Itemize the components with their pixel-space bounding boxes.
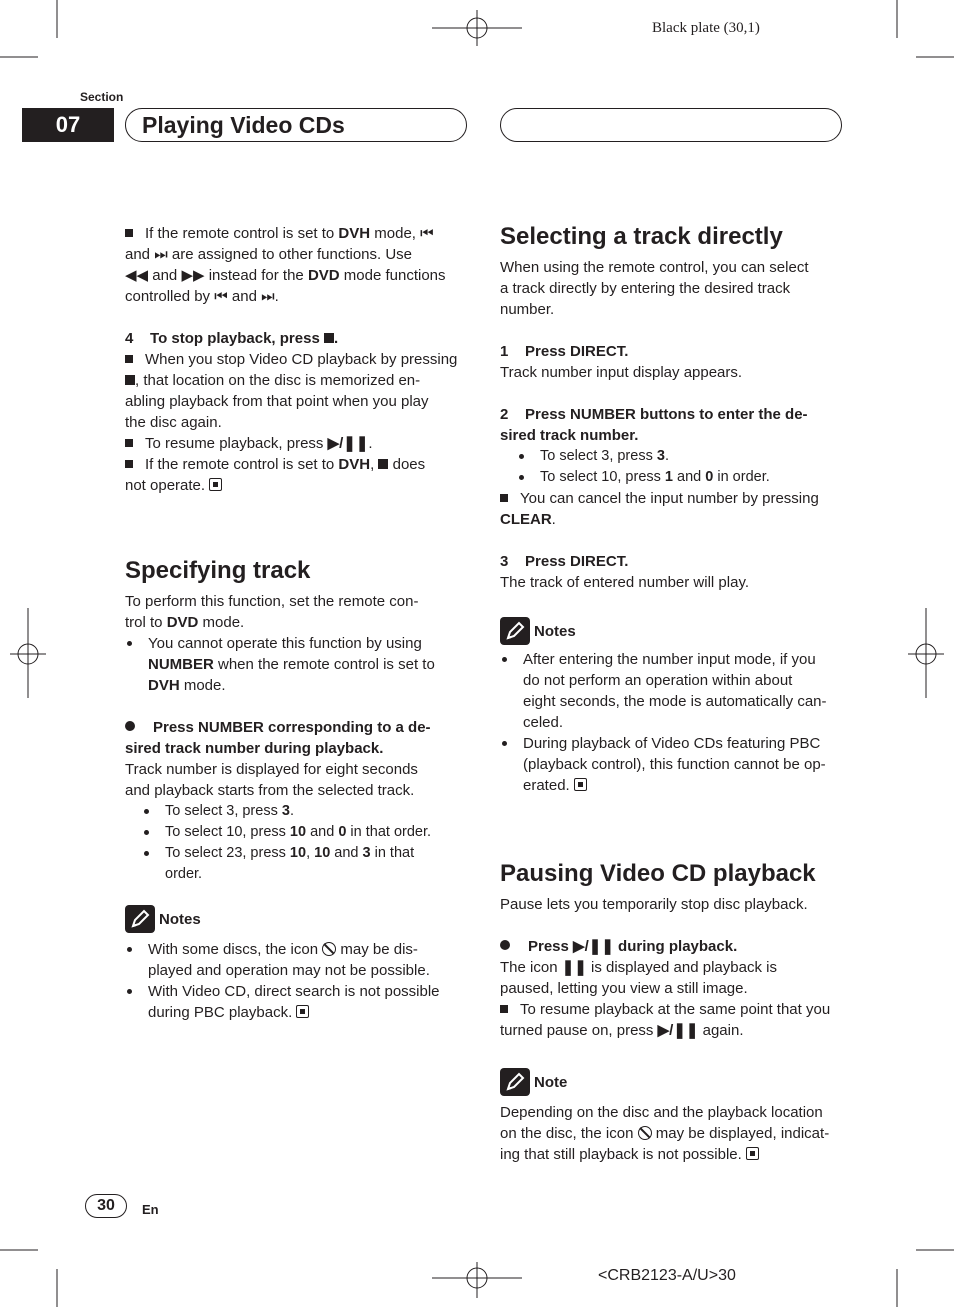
end-mark-icon bbox=[296, 1005, 309, 1018]
section-title: Playing Video CDs bbox=[142, 112, 345, 138]
pencil-icon bbox=[500, 1068, 530, 1096]
step-4-heading: 4 To stop playback, press . bbox=[125, 330, 339, 347]
square-bullet-icon bbox=[125, 439, 133, 447]
document-code: <CRB2123-A/U>30 bbox=[598, 1267, 736, 1284]
stop-icon bbox=[324, 333, 334, 343]
plate-label: Black plate (30,1) bbox=[652, 20, 760, 36]
stop-icon bbox=[125, 375, 135, 385]
square-bullet-icon bbox=[500, 494, 508, 502]
section-label: Section bbox=[80, 90, 124, 104]
cancel-bullet: You can cancel the input number by pressing CLEAR. bbox=[500, 490, 819, 528]
list-item: To select 23, press 10, 10 and 3 in that order. bbox=[142, 843, 470, 885]
pausing-desc: The icon ❚❚ is displayed and playback is paused, letting you view a still image. bbox=[500, 959, 777, 997]
specifying-track-heading: Specifying track bbox=[125, 557, 311, 584]
bullet-dot-icon bbox=[144, 809, 149, 814]
square-bullet-icon bbox=[500, 1005, 508, 1013]
pausing-step-heading: Press ▶/❚❚ during playback. bbox=[500, 936, 845, 957]
step-3-heading: 3 Press DIRECT. bbox=[500, 553, 629, 570]
section-number: 07 bbox=[22, 108, 114, 142]
bullet-dot-icon bbox=[144, 851, 149, 856]
note-header: Note bbox=[500, 1068, 845, 1096]
pausing-bullet: To resume playback at the same point that you turned pause on, press ▶/❚❚ again. bbox=[500, 1001, 831, 1039]
step-dot-icon bbox=[125, 721, 135, 731]
step-1-desc: Track number input display appears. bbox=[500, 364, 743, 381]
pencil-icon bbox=[500, 617, 530, 645]
step-3-desc: The track of entered number will play. bbox=[500, 574, 750, 591]
rewind-icon: ◀◀ bbox=[125, 267, 149, 284]
notes-header: Notes bbox=[500, 617, 845, 645]
play-pause-icon: ▶/❚❚ bbox=[327, 435, 369, 452]
bullet-dot-icon bbox=[519, 454, 524, 459]
square-bullet-icon bbox=[125, 229, 133, 237]
end-mark-icon bbox=[209, 478, 222, 491]
step-2-heading: 2 Press NUMBER buttons to enter the de- sired track number. bbox=[500, 406, 808, 444]
notes-header: Notes bbox=[125, 905, 470, 933]
bullet-dot-icon bbox=[502, 741, 507, 746]
list-item: To select 3, press 3. bbox=[517, 446, 845, 467]
step-4-bullet-1: When you stop Video CD playback by pressing , that location on the disc is memorized en- abling playback from that point when you play the disc again. bbox=[125, 351, 458, 431]
specifying-step-desc: Track number is displayed for eight seconds and playback starts from the selected track. bbox=[125, 761, 418, 799]
end-mark-icon bbox=[574, 778, 587, 791]
pausing-heading: Pausing Video CD playback bbox=[500, 860, 816, 887]
play-pause-icon: ▶/❚❚ bbox=[573, 938, 614, 955]
list-item: With some discs, the icon may be dis- played and operation may not be possible. bbox=[125, 939, 470, 981]
end-mark-icon bbox=[746, 1147, 759, 1160]
next-track-icon: ⏭ bbox=[261, 288, 275, 305]
right-column bbox=[500, 222, 845, 796]
play-pause-icon: ▶/❚❚ bbox=[657, 1022, 699, 1039]
pause-icon: ❚❚ bbox=[561, 959, 587, 976]
prohibited-icon bbox=[322, 942, 336, 956]
pausing-section bbox=[500, 859, 845, 1165]
pausing-note: Depending on the disc and the playback location on the disc, the icon may be displayed, indicat- ing that still playback is not possible. bbox=[500, 1104, 830, 1163]
bullet-dot-icon bbox=[127, 641, 132, 646]
step-4-bullet-3: If the remote control is set to DVH, does not operate. bbox=[125, 456, 426, 494]
next-track-icon: ⏭ bbox=[154, 246, 168, 263]
previous-track-icon: ⏮ bbox=[214, 288, 228, 305]
bullet-dot-icon bbox=[144, 830, 149, 835]
language-label: En bbox=[142, 1202, 159, 1217]
list-item: To select 10, press 10 and 0 in that order. bbox=[142, 822, 470, 843]
list-item: You cannot operate this function by using NUMBER when the remote control is set to DVH mode. bbox=[125, 633, 470, 696]
fast-forward-icon: ▶▶ bbox=[181, 267, 205, 284]
section-title-box-empty bbox=[500, 108, 842, 142]
list-item: During playback of Video CDs featuring PBC (playback control), this function cannot be op- erated. bbox=[500, 733, 845, 796]
page-number: 30 bbox=[85, 1194, 127, 1218]
pencil-icon bbox=[125, 905, 155, 933]
selecting-intro: When using the remote control, you can select a track directly by entering the desired track number. bbox=[500, 259, 809, 318]
pausing-intro: Pause lets you temporarily stop disc playback. bbox=[500, 896, 808, 913]
bullet-dot-icon bbox=[502, 657, 507, 662]
step-dot-icon bbox=[500, 940, 510, 950]
step-4-bullet-2: To resume playback, press ▶/❚❚. bbox=[125, 433, 470, 454]
specifying-intro: To perform this function, set the remote con- trol to DVD mode. bbox=[125, 593, 419, 631]
previous-track-icon: ⏮ bbox=[420, 225, 434, 242]
list-item: To select 10, press 1 and 0 in order. bbox=[517, 467, 845, 488]
prohibited-icon bbox=[638, 1126, 652, 1140]
specifying-step-heading: Press NUMBER corresponding to a de- sired track number during playback. bbox=[125, 719, 431, 757]
section-title-box bbox=[125, 108, 467, 142]
bullet-dot-icon bbox=[127, 989, 132, 994]
stop-icon bbox=[378, 459, 388, 469]
list-item: With Video CD, direct search is not possible during PBC playback. bbox=[125, 981, 470, 1023]
square-bullet-icon bbox=[125, 460, 133, 468]
selecting-track-heading: Selecting a track directly bbox=[500, 223, 783, 250]
square-bullet-icon bbox=[125, 355, 133, 363]
list-item: To select 3, press 3. bbox=[142, 801, 470, 822]
left-column bbox=[125, 223, 470, 496]
list-item: After entering the number input mode, if you do not perform an operation within about eight seconds, the mode is automatically can- celed. bbox=[500, 649, 845, 733]
intro-bullet: If the remote control is set to DVH mode, ⏮ and ⏭ are assigned to other functions. Use ◀◀ and ▶▶ instead for the DVD mode functions controlled by ⏮ and ⏭. bbox=[125, 225, 446, 305]
bullet-dot-icon bbox=[519, 475, 524, 480]
bullet-dot-icon bbox=[127, 947, 132, 952]
specifying-track-section bbox=[125, 556, 470, 1023]
step-1-heading: 1 Press DIRECT. bbox=[500, 343, 629, 360]
